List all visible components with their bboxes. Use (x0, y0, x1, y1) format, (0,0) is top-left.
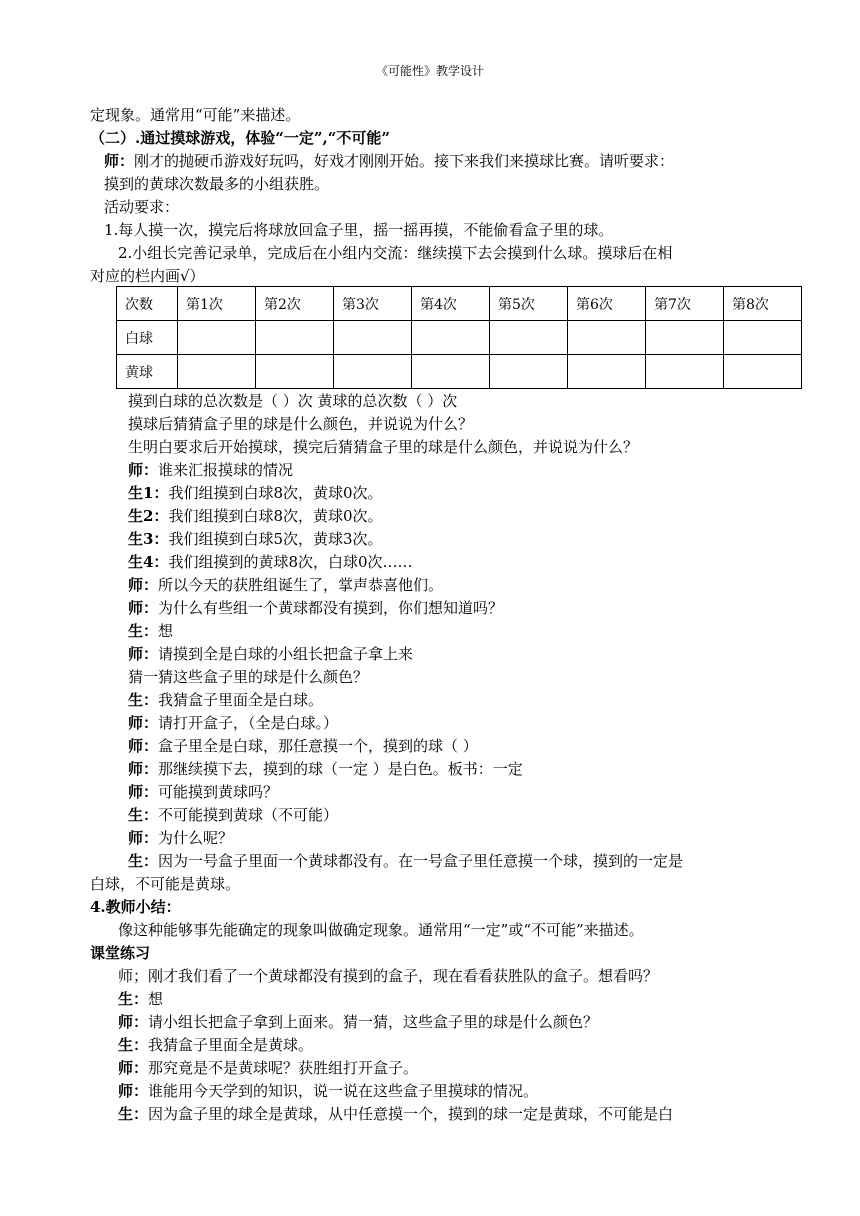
table-row (117, 355, 802, 389)
line-text: 谁来汇报摸球的情况 (158, 461, 294, 479)
text-line (128, 712, 338, 734)
text-line (128, 459, 293, 481)
table-cell: 第1次 (178, 287, 256, 321)
speaker-label: 生： (128, 691, 159, 709)
speaker-label: 生2： (128, 507, 169, 525)
text-line (128, 643, 413, 665)
table-cell (724, 355, 802, 389)
text-line (90, 942, 150, 964)
table-cell (256, 355, 334, 389)
speaker-label: 师： (118, 1013, 149, 1031)
text-line (128, 850, 683, 872)
text-line (118, 965, 658, 987)
table-cell (490, 321, 568, 355)
line-text: 像这种能够事先能确定的现象叫做确定现象。通常用“一定”或“不可能”来描述。 (118, 921, 644, 939)
speaker-label: 师： (128, 760, 159, 778)
line-text: 所以今天的获胜组诞生了，掌声恭喜他们。 (158, 576, 444, 594)
text-line (128, 413, 473, 435)
table-cell: 第4次 (412, 287, 490, 321)
speaker-label: 师： (128, 714, 159, 732)
text-line (90, 127, 390, 149)
speaker-label: 师： (128, 737, 159, 755)
speaker-label: 师： (128, 576, 159, 594)
line-text: 谁能用今天学到的知识，说一说在这些盒子里摸球的情况。 (148, 1082, 539, 1100)
line-text: 师；刚才我们看了一个黄球都没有摸到的盒子，现在看看获胜队的盒子。想看吗？ (118, 967, 659, 985)
table-cell (568, 321, 646, 355)
line-text: 请小组长把盒子拿到上面来。猜一猜，这些盒子里的球是什么颜色？ (148, 1013, 599, 1031)
text-line (90, 896, 181, 918)
text-line (118, 988, 163, 1010)
speaker-label: 生4： (128, 553, 169, 571)
table-row (117, 321, 802, 355)
table-cell: 第2次 (256, 287, 334, 321)
table-cell (490, 355, 568, 389)
line-text: 刚才的抛硬币游戏好玩吗，好戏才刚刚开始。接下来我们来摸球比赛。请听要求： (134, 152, 675, 170)
speaker-label: 生： (118, 990, 149, 1008)
line-text: 我们组摸到白球5次，黄球3次。 (168, 530, 383, 548)
text-line (128, 689, 323, 711)
speaker-label: 师： (128, 461, 159, 479)
line-text: 因为盒子里的球全是黄球，从中任意摸一个，摸到的球一定是黄球，不可能是白 (148, 1105, 674, 1123)
row-label-cell: 次数 (117, 287, 178, 321)
line-text: 想 (148, 990, 164, 1008)
speaker-label: 4.教师小结： (90, 898, 181, 916)
text-line (128, 620, 173, 642)
line-text: 摸球后猜猜盒子里的球是什么颜色，并说说为什么？ (128, 415, 474, 433)
line-text: 那继续摸下去，摸到的球（一定 ）是白色。板书：一定 (158, 760, 523, 778)
speaker-label: 师： (128, 829, 159, 847)
line-text: 我们组摸到白球8次，黄球0次。 (168, 507, 383, 525)
text-line (118, 1034, 313, 1056)
table-cell (412, 321, 490, 355)
text-line (128, 482, 383, 504)
text-line (128, 505, 383, 527)
line-text: 我猜盒子里面全是黄球。 (148, 1036, 314, 1054)
text-line (90, 104, 300, 126)
line-text: 盒子里全是白球，那任意摸一个，摸到的球（ ） (158, 737, 478, 755)
speaker-label: 生： (118, 1105, 149, 1123)
line-text: 活动要求： (104, 198, 180, 216)
line-text: 可能摸到黄球吗？ (158, 783, 279, 801)
row-label-cell: 白球 (117, 321, 178, 355)
table-cell (334, 321, 412, 355)
table-cell: 第6次 (568, 287, 646, 321)
table-cell (178, 321, 256, 355)
text-line (128, 597, 503, 619)
text-line (128, 551, 413, 573)
text-line (128, 574, 443, 596)
speaker-label: （二）.通过摸球游戏，体验“一定”,“不可能” (90, 129, 390, 147)
line-text: 不可能摸到黄球（不可能） (158, 806, 339, 824)
line-text: 猜一猜这些盒子里的球是什么颜色？ (128, 668, 369, 686)
text-line (104, 219, 613, 241)
text-line (118, 1057, 418, 1079)
text-line (128, 436, 638, 458)
text-line (128, 758, 523, 780)
record-table (116, 286, 802, 389)
line-text: 摸到的黄球次数最多的小组获胜。 (104, 175, 330, 193)
speaker-label: 生1： (128, 484, 169, 502)
line-text: 请摸到全是白球的小组长把盒子拿上来 (158, 645, 414, 663)
text-line (128, 735, 478, 757)
text-line (128, 804, 338, 826)
speaker-label: 生： (128, 622, 159, 640)
line-text: 摸到白球的总次数是（ ）次 黄球的总次数（ ）次 (128, 392, 458, 410)
table-cell (646, 355, 724, 389)
line-text: 想 (158, 622, 174, 640)
speaker-label: 师： (118, 1082, 149, 1100)
line-text: 我猜盒子里面全是白球。 (158, 691, 324, 709)
line-text: 定现象。通常用“可能”来描述。 (90, 106, 301, 124)
text-line (90, 873, 240, 895)
text-line (104, 196, 179, 218)
line-text: 生明白要求后开始摸球，摸完后猜猜盒子里的球是什么颜色，并说说为什么？ (128, 438, 639, 456)
text-line (104, 173, 329, 195)
table-cell (646, 321, 724, 355)
line-text: 我们组摸到的黄球8次，白球0次…… (168, 553, 413, 571)
text-line (128, 528, 383, 550)
table-row (117, 287, 802, 321)
table-cell (334, 355, 412, 389)
table-cell: 第5次 (490, 287, 568, 321)
line-text: 因为一号盒子里面一个黄球都没有。在一号盒子里任意摸一个球，摸到的一定是 (158, 852, 684, 870)
text-line (118, 1103, 673, 1125)
speaker-label: 生： (128, 806, 159, 824)
text-line (118, 242, 672, 264)
line-text: 那究竟是不是黄球呢？获胜组打开盒子。 (148, 1059, 419, 1077)
table-cell: 第3次 (334, 287, 412, 321)
speaker-label: 生3： (128, 530, 169, 548)
line-text: 对应的栏内画√） (90, 267, 205, 285)
line-text: 2.小组长完善记录单，完成后在小组内交流：继续摸下去会摸到什么球。摸球后在相 (118, 244, 673, 262)
table-cell: 第8次 (724, 287, 802, 321)
line-text: 我们组摸到白球8次，黄球0次。 (168, 484, 383, 502)
speaker-label: 师： (128, 645, 159, 663)
text-line (104, 150, 674, 172)
speaker-label: 生： (128, 852, 159, 870)
line-text: 为什么有些组一个黄球都没有摸到，你们想知道吗？ (158, 599, 504, 617)
text-line (128, 390, 457, 412)
speaker-label: 师： (128, 599, 159, 617)
table-cell (568, 355, 646, 389)
text-line (90, 265, 205, 287)
table-cell (724, 321, 802, 355)
speaker-label: 师： (128, 783, 159, 801)
line-text: 为什么呢？ (158, 829, 234, 847)
speaker-label: 课堂练习 (90, 944, 151, 962)
line-text: 1.每人摸一次，摸完后将球放回盒子里，摇一摇再摸，不能偷看盒子里的球。 (104, 221, 614, 239)
text-line (118, 919, 644, 941)
line-text: 白球，不可能是黄球。 (90, 875, 241, 893)
text-line (128, 781, 278, 803)
text-line (128, 666, 368, 688)
table-cell (256, 321, 334, 355)
text-line (118, 1080, 538, 1102)
table-cell (412, 355, 490, 389)
table-cell (178, 355, 256, 389)
line-text: 请打开盒子，（全是白球。） (158, 714, 339, 732)
speaker-label: 生： (118, 1036, 149, 1054)
speaker-label: 师： (104, 152, 135, 170)
text-line (128, 827, 233, 849)
page-header: 《可能性》教学设计 (375, 64, 484, 78)
speaker-label: 师： (118, 1059, 149, 1077)
text-line (118, 1011, 598, 1033)
row-label-cell: 黄球 (117, 355, 178, 389)
table-cell: 第7次 (646, 287, 724, 321)
